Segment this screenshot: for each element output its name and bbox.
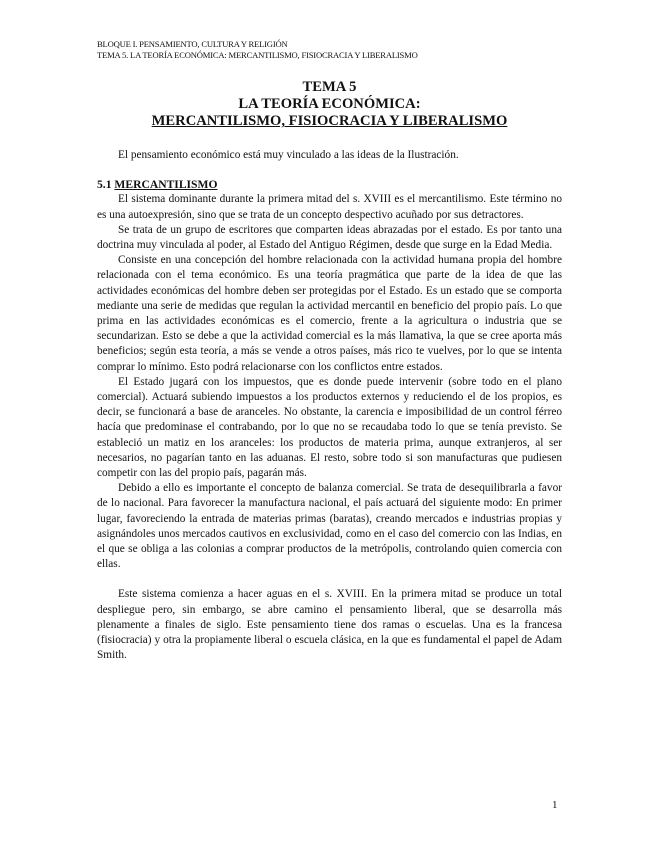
paragraph: Se trata de un grupo de escritores que comparten ideas abrazadas por el estado. Es por tanto una doctrina muy vinculada al poder, al Estado del Antiguo Régimen, desde que surge en la Edad Media. [97,223,562,252]
document-title [97,79,562,130]
paragraph: El sistema dominante durante la primera mitad del s. XVIII es el mercantilismo. Este término no es una autoexpresión, sino que se trata de un concepto despectivo acuñado por sus detractores. [97,193,562,221]
paragraph: Debido a ello es importante el concepto de balanza comercial. Se trata de desequilibrarla a favor de lo nacional. Para favorecer la manufactura nacional, el país actuará del siguiente modo: En primer lugar, favoreciendo la entrada de materias primas (baratas), creando mercados e industrias propias y asignándoles unos mercados cautivos en exclusividad, como en el caso del comercio con las Indias, en el que se obliga a las colonias a comprar productos de la metrópolis, controlando quien comercia con ellas. [97,482,562,571]
header-block-line: BLOQUE I. PENSAMIENTO, CULTURA Y RELIGIÓN [97,39,288,49]
closing-paragraph: Este sistema comienza a hacer aguas en el s. XVIII. En la primera mitad se produce un total despliegue pero, sin embargo, se abre camino el pensamiento liberal, que se desarrolla más plenamente a finales de siglo. Este pensamiento tiene dos ramas o escuelas. Una es la francesa (fisiocracia) y otra la propiamente liberal o escuela clásica, en la que es fundamental el papel de Adam Smith. [97,588,562,662]
page-number: 1 [552,799,558,811]
title-topic-number: TEMA 5 [302,79,357,95]
intro-paragraph: El pensamiento económico está muy vinculado a las ideas de la Ilustración. [118,149,459,161]
header-topic-line: TEMA 5. LA TEORÍA ECONÓMICA: MERCANTILISMO, FISIOCRACIA Y LIBERALISMO [97,50,418,60]
title-subtitle: MERCANTILISMO, FISIOCRACIA Y LIBERALISMO [151,113,508,129]
document-body [97,148,562,664]
paragraph: El Estado jugará con los impuestos, que es donde puede intervenir (sobre todo en el plano comercial). Actuará subiendo impuestos a los productos externos y reduciendo el de los propios, es decir, se funcionará a base de aranceles. No obstante, la carencia e imposibilidad de un control férreo hacía que predominase el contrabando, por lo que no se recaudaba todo lo que se tenía previsto. Se estableció un matiz en los aranceles: los productos de materia prima, aunque extranjeros, al ser necesarios, no pagarían tanto en las aduanas. El resto, sobre todo si son manufacturas que pudiesen competir con las del propio país, pagarán más. [97,375,562,480]
paragraph: Consiste en una concepción del hombre relacionada con la actividad humana propia del hombre relacionada con el tema económico. Es una teoría pragmática que parte de la idea de que las actividades económicas del hombre deben ser protegidas por el Estado. Es un estado que se comporta mediante una serie de medidas que regulan la actividad mercantil en beneficio del propio país. Lo que prima en las actividades económicas es el comercio, frente a la agricultura o industria que se secundarizan. Esto se debe a que la actividad comercial es la más llamativa, la que se cree aporta más beneficios; según esta teoría, a más se vende a otros países, más rico te vuelves, por lo que se intenta comprar lo mínimo. Esto podrá relacionarse con los conflictos entre estados. [97,254,562,373]
section-heading [97,177,562,192]
running-header [97,39,418,61]
section-number: 5.1 [97,178,112,192]
title-main: LA TEORÍA ECONÓMICA: [238,96,421,112]
section-title: MERCANTILISMO [114,178,218,192]
